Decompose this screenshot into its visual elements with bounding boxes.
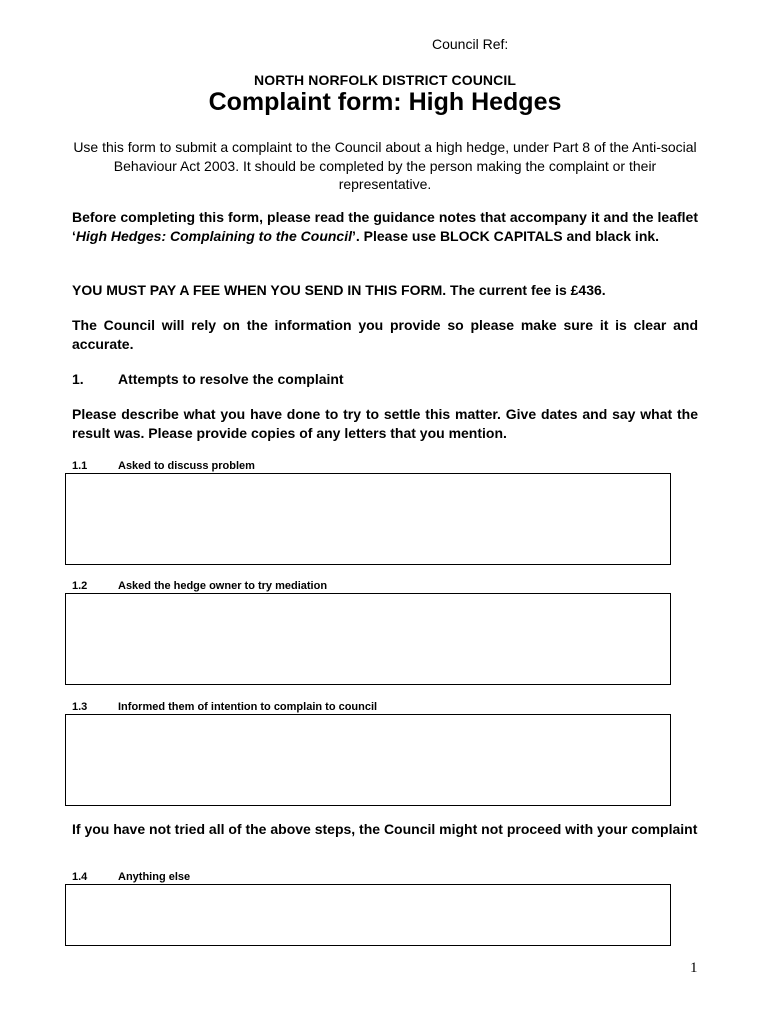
- guidance-text-start: Before completing this form, please read the guidance notes that accompany it and the leaflet ‘: [72, 209, 698, 244]
- item-label: Informed them of intention to complain to council: [118, 701, 378, 713]
- leaflet-title: High Hedges: Complaining to the Council: [75, 227, 352, 244]
- council-name: NORTH NORFOLK DISTRICT COUNCIL: [254, 72, 516, 88]
- council-ref-label: Council Ref:: [432, 36, 509, 52]
- mediation-field[interactable]: [65, 593, 671, 685]
- guidance-text-end: ’. Please use BLOCK CAPITALS and black ink.: [352, 227, 660, 244]
- item-label: Anything else: [118, 871, 191, 883]
- intro-text: Use this form to submit a complaint to the Council about a high hedge, under Part 8 of the Anti-social Behaviour Act 2003. It should be completed by the person making the complaint or their representative.: [73, 139, 697, 192]
- fee-notice: YOU MUST PAY A FEE WHEN YOU SEND IN THIS FORM. The current fee is £436.: [72, 282, 606, 298]
- section-number: 1.: [72, 371, 84, 387]
- accuracy-notice: The Council will rely on the information you provide so please make sure it is clear and accurate.: [72, 317, 698, 352]
- anything-else-field[interactable]: [65, 884, 671, 946]
- item-label: Asked to discuss problem: [118, 460, 255, 472]
- item-number: 1.3: [72, 701, 88, 713]
- intention-to-complain-field[interactable]: [65, 714, 671, 806]
- item-number: 1.2: [72, 580, 88, 592]
- page-number: 1: [690, 960, 698, 976]
- section-description: Please describe what you have done to try to settle this matter. Give dates and say what the result was. Please provide copies of any letters that you mention.: [72, 406, 698, 441]
- item-number: 1.1: [72, 460, 88, 472]
- page-title: Complaint form: High Hedges: [208, 88, 562, 116]
- item-number: 1.4: [72, 871, 88, 883]
- discuss-problem-field[interactable]: [65, 473, 671, 565]
- warning-text: If you have not tried all of the above steps, the Council might not proceed with your complaint: [72, 821, 698, 837]
- guidance-instructions: [72, 208, 698, 245]
- item-label: Asked the hedge owner to try mediation: [118, 580, 328, 592]
- section-title: Attempts to resolve the complaint: [118, 371, 344, 387]
